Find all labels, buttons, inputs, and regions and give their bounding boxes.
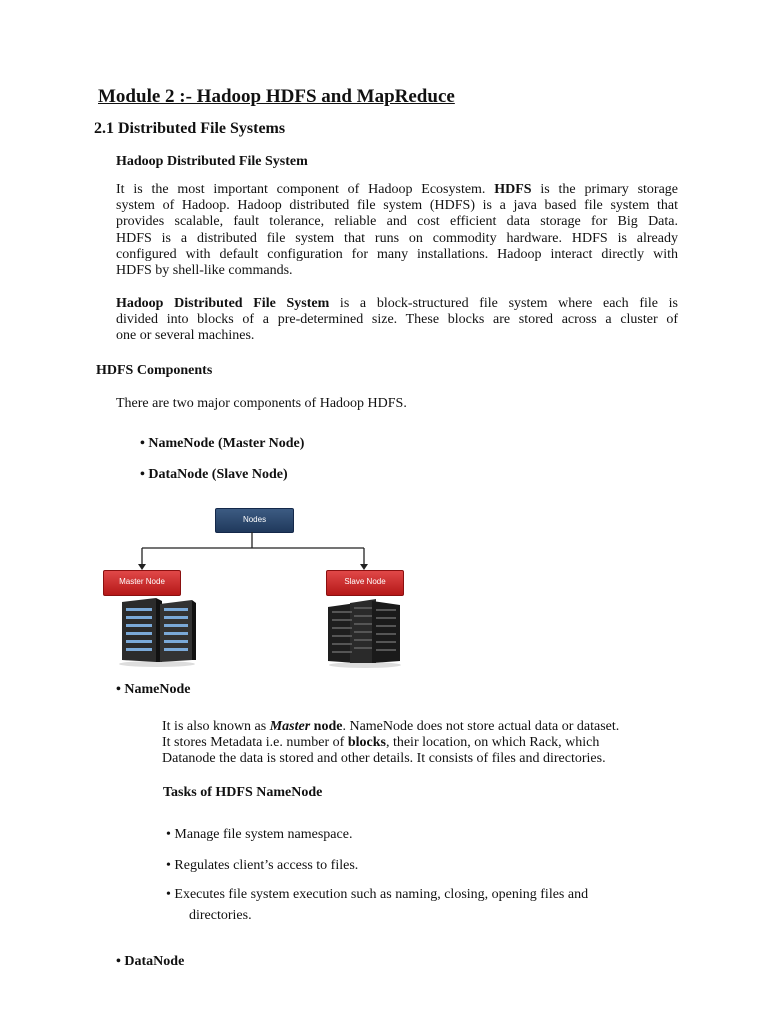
- task-item: • Regulates client’s access to files.: [166, 858, 359, 873]
- hdfs-subheading: Hadoop Distributed File System: [116, 154, 308, 169]
- paragraph-line: Datanode the data is stored and other details. It consists of files and directories.: [162, 751, 606, 767]
- paragraph-line: provides scalable, fault tolerance, reliable and cost efficient data storage for Big Data.: [116, 214, 678, 230]
- text-span: , their location, on which Rack, which: [385, 735, 600, 751]
- components-intro: There are two major components of Hadoop HDFS.: [116, 396, 407, 411]
- paragraph-line: configured with default configuration for many installations. Hadoop interact directly with: [116, 246, 678, 262]
- paragraph-line: [116, 182, 678, 198]
- paragraph-line: [162, 735, 682, 751]
- task-item-continuation: directories.: [189, 908, 252, 923]
- bold-term: blocks: [347, 735, 386, 751]
- master-server-icon: [116, 596, 198, 668]
- paragraph-line: one or several machines.: [116, 328, 255, 344]
- paragraph-line: HDFS is a distributed file system that runs on commodity hardware. HDFS is already: [116, 230, 678, 246]
- bold-term: node: [310, 719, 343, 734]
- components-heading: HDFS Components: [96, 363, 213, 378]
- page-title: Module 2 :- Hadoop HDFS and MapReduce: [98, 86, 455, 107]
- text-span: It stores Metadata i.e. number of: [162, 735, 348, 751]
- component-item-namenode: • NameNode (Master Node): [140, 436, 305, 451]
- datanode-heading: • DataNode: [116, 954, 185, 969]
- diagram-slave-node: Slave Node: [326, 570, 404, 596]
- namenode-tasks-heading: Tasks of HDFS NameNode: [163, 785, 323, 800]
- text-span: It is also known as: [162, 719, 270, 734]
- bold-italic-term: Master: [269, 719, 311, 734]
- task-item: • Executes file system execution such as naming, closing, opening files and: [166, 887, 589, 902]
- paragraph-line: [162, 719, 682, 735]
- namenode-paragraph: [162, 719, 682, 768]
- component-item-datanode: • DataNode (Slave Node): [140, 467, 288, 482]
- diagram-connectors: [100, 530, 420, 575]
- task-item: • Manage file system namespace.: [166, 827, 353, 842]
- paragraph-line: divided into blocks of a pre-determined size. These blocks are stored across a cluster of: [116, 312, 678, 328]
- paragraph-line: system of Hadoop. Hadoop distributed file system (HDFS) is a java based file system that: [116, 198, 678, 214]
- text-span: It is the most important component of Hadoop Ecosystem.: [116, 182, 495, 197]
- text-span: is the primary storage: [531, 182, 678, 197]
- diagram-root-node: Nodes: [215, 508, 294, 533]
- diagram-master-node: Master Node: [103, 570, 181, 596]
- section-heading: 2.1 Distributed File Systems: [94, 120, 286, 137]
- paragraph-line: HDFS by shell-like commands.: [116, 263, 293, 279]
- slave-server-icon: [326, 597, 404, 669]
- bold-term: Hadoop Distributed File System: [116, 296, 330, 311]
- text-span: . NameNode does not store actual data or dataset.: [342, 719, 620, 734]
- namenode-heading: • NameNode: [116, 682, 191, 697]
- block-structure-paragraph: [116, 296, 678, 345]
- bold-term: HDFS: [494, 182, 532, 197]
- text-span: is a block-structured file system where each file is: [329, 296, 678, 311]
- hdfs-paragraph: [116, 182, 678, 279]
- paragraph-line: [116, 296, 678, 312]
